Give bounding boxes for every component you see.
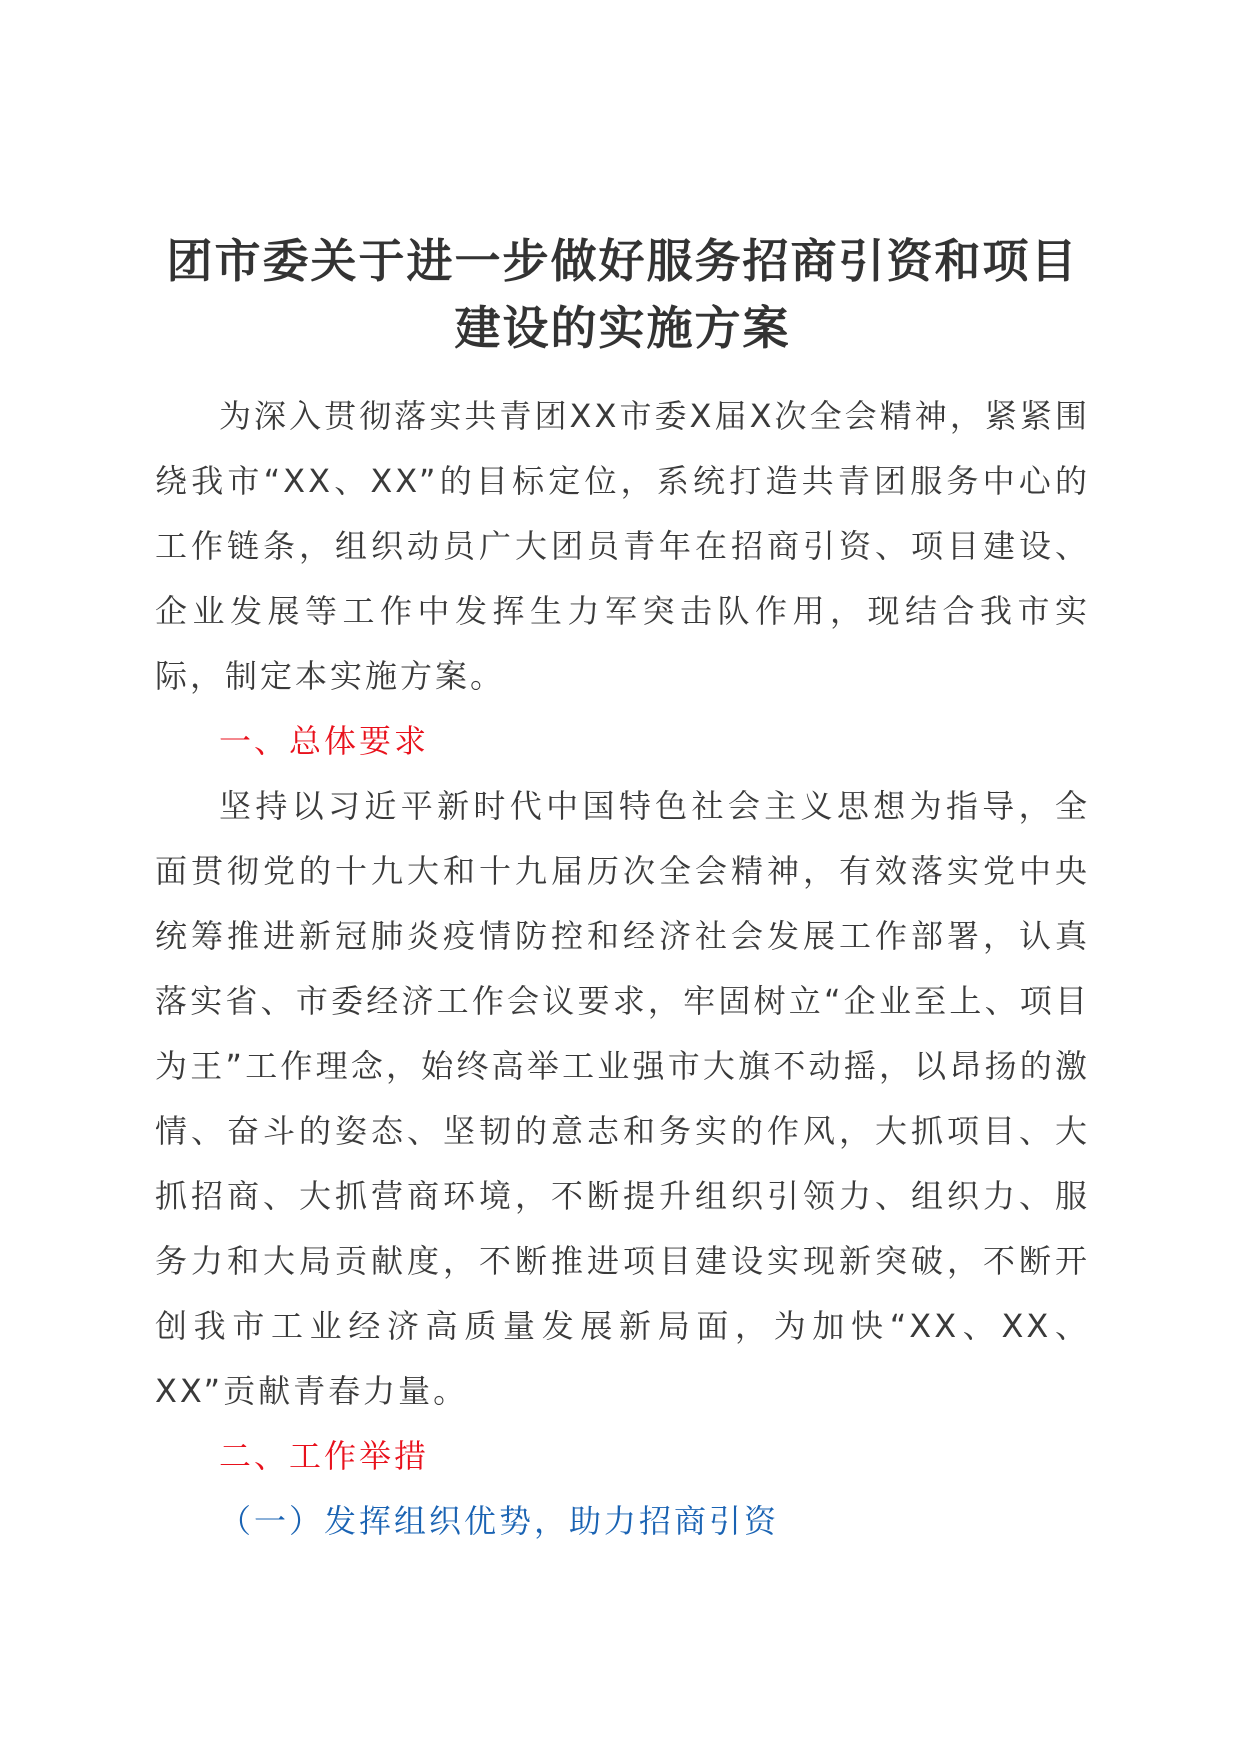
section-heading-overall-requirements: 一、总体要求	[219, 722, 430, 760]
document-page	[155, 228, 1090, 1554]
document-title: 团市委关于进一步做好服务招商引资和项目建设的实施方案	[166, 234, 1079, 355]
section-body-overall-requirements: 坚持以习近平新时代中国特色社会主义思想为指导，全面贯彻党的十九大和十九届历次全会精神，有效落实党中央统筹推进新冠肺炎疫情防控和经济社会发展工作部署，认真落实省、市委经济工作会议要求，牢固树立“企业至上、项目为王”工作理念，始终高举工业强市大旗不动摇，以昂扬的激情、奋斗的姿态、坚韧的意志和务实的作风，大抓项目、大抓招商、大抓营商环境，不断提升组织引领力、组织力、服务力和大局贡献度，不断推进项目建设实现新突破，不断开创我市工业经济高质量发展新局面，为加快“XX、XX、XX”贡献青春力量。	[155, 787, 1090, 1410]
section-heading-work-measures: 二、工作举措	[219, 1437, 430, 1475]
intro-paragraph: 为深入贯彻落实共青团XX市委X届X次全会精神，紧紧围绕我市“XX、XX”的目标定位，系统打造共青团服务中心的工作链条，组织动员广大团员青年在招商引资、项目建设、企业发展等工作中发挥生力军突击队作用，现结合我市实际，制定本实施方案。	[155, 397, 1090, 695]
subsection-heading-organization-advantage: （一）发挥组织优势，助力招商引资	[219, 1502, 780, 1540]
